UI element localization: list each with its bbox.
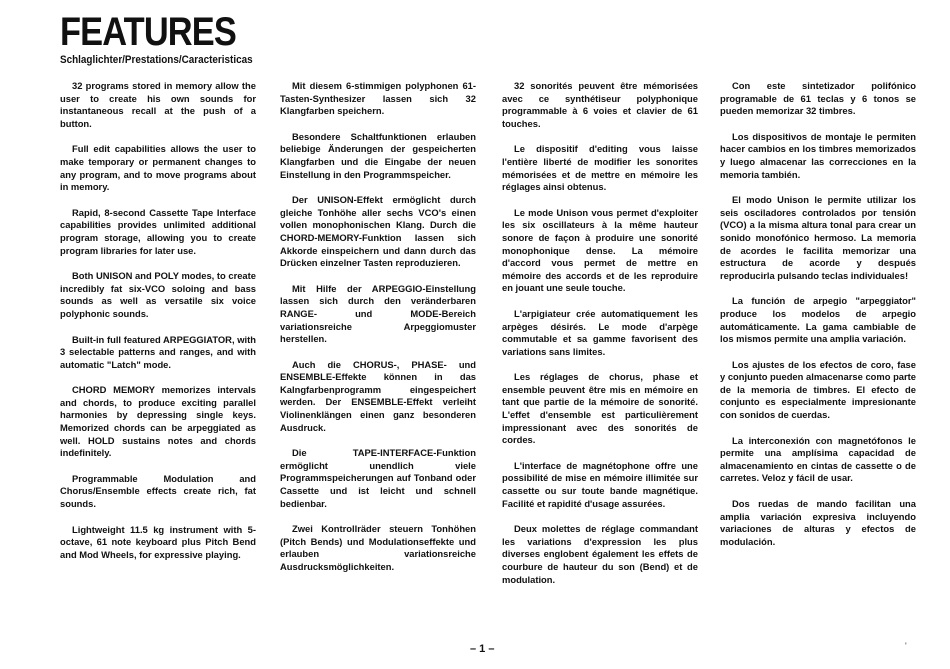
- paragraph: Rapid, 8-second Cassette Tape Interface capabilities provides unlimited additional program storage, allowing you to create program libraries for later use.: [60, 206, 256, 256]
- paragraph: CHORD MEMORY memorizes intervals and chords, to produce exciting parallel harmonies by depressing single keys. Memorized chords can be arpeggiated as well. HOLD sustains notes and chords indefinitely.: [60, 384, 256, 459]
- paragraph: Mit diesem 6-stimmigen polyphonen 61-Tasten-Synthesizer lassen sich 32 Klangfarben speichern.: [280, 80, 476, 117]
- paragraph: L'arpigiateur crée automatiquement les arpèges désirés. Le mode d'arpège commutable et sa gamme favorisent des variations sans limites.: [502, 307, 698, 357]
- paragraph: Los dispositivos de montaje le permiten hacer cambios en los timbres memorizados y luego almacenar las correcciones en la memoria también.: [720, 130, 916, 180]
- paragraph: El modo Unison le permite utilizar los seis osciladores controlados por tensión (VCO) a la misma altura tonal para crear un sonido monofónico hermoso. La memoria de acordes le facilita memorizar una estructura de acorde y después reproducirla pulsando teclas individuales!: [720, 194, 916, 281]
- column-english: [60, 80, 256, 574]
- corner-mark: ': [905, 641, 907, 651]
- paragraph: La función de arpegio "arpeggiator" produce los modelos de arpegio automáticamente. La gama cambiable de los mismos permite una amplia variación.: [720, 295, 916, 345]
- paragraph: 32 programs stored in memory allow the user to create his own sounds for instantaneous recall at the push of a button.: [60, 80, 256, 129]
- paragraph: Zwei Kontrollräder steuern Tonhöhen (Pitch Bends) und Modulationseffekte und erlauben variationsreiche Ausdrucksmöglichkeiten.: [280, 523, 476, 572]
- paragraph: Programmable Modulation and Chorus/Ensemble effects create rich, fat sounds.: [60, 472, 256, 510]
- page-number: – 1 –: [470, 643, 495, 655]
- paragraph: Les réglages de chorus, phase et ensemble peuvent être mis en mémoire en tant que partie de la mémoire de sonorité. L'effet d'ensemble est particulièrement impressionant avec des sonorités de cordes.: [502, 371, 698, 446]
- paragraph: Both UNISON and POLY modes, to create incredibly fat six-VCO soloing and bass sounds as well as versatile six voice polyphonic sounds.: [60, 270, 256, 319]
- paragraph: Mit Hilfe der ARPEGGIO-Einstellung lassen sich durch den veränderbaren RANGE- und MODE-Bereich variationsreiche Arpeggiomuster herstellen.: [280, 282, 476, 345]
- paragraph: Deux molettes de réglage commandant les variations d'expression les plus diverses englobent également les effets de courbure de hauteur du son (Bend) et de modulation.: [502, 523, 698, 585]
- paragraph: Der UNISON-Effekt ermöglicht durch gleiche Tonhöhe aller sechs VCO's einen vollen monophonischen Klang. Durch die CHORD-MEMORY-Funktion lassen sich Akkorde einspeichern und dann durch das Drücken einzelner Tasten reproduzieren.: [280, 194, 476, 269]
- paragraph: Con este sintetizador polifónico programable de 61 teclas y 6 tonos se pueden memorizar 32 timbres.: [720, 80, 916, 117]
- paragraph: La interconexión con magnetófonos le permite una amplísima capacidad de almacenamiento en cintas de cassette o de carretes. Veloz y fácil de usar.: [720, 434, 916, 484]
- paragraph: L'interface de magnétophone offre une possibilité de mise en mémoire illimitée sur cassette ou sur toute bande magnétique. Facilité et rapidité d'usage assurées.: [502, 459, 698, 509]
- paragraph: Le dispositif d'editing vous laisse l'entière liberté de modifier les sonorites mémorisées et de mettre en mémoire les réglages ainsi obtenus.: [502, 143, 698, 193]
- paragraph: Auch die CHORUS-, PHASE- und ENSEMBLE-Effekte können in das Kalngfarbenprogramm eingespeichert werden. Der ENSEMBLE-Effekt verleiht Violinenklängen einen ganz besonderen Ausdruck.: [280, 358, 476, 433]
- paragraph: Le mode Unison vous permet d'exploiter les six oscillateurs à la même hauteur sonore de façon à produire une sonorité monophonique dense. La mémoire d'accord vous permet de mettre en mémoire des accords et de les reproduire en jouant une seule touche.: [502, 206, 698, 294]
- paragraph: Los ajustes de los efectos de coro, fase y conjunto pueden almacenarse como parte de la memoria de timbres. El efecto de conjunto es especialmente impresionante con sonidos de cuerdas.: [720, 358, 916, 421]
- paragraph: Built-in full featured ARPEGGIATOR, with 3 selectable patterns and ranges, and with automatic "Latch" mode.: [60, 333, 256, 370]
- column-french: [502, 80, 698, 599]
- paragraph: 32 sonorités peuvent être mémorisées avec ce synthétiseur polyphonique programmable à 6 voies et clavier de 61 touches.: [502, 80, 698, 129]
- paragraph: Full edit capabilities allows the user to make temporary or permanent changes to any program, and to move programs about in memory.: [60, 143, 256, 193]
- paragraph: Besondere Schaltfunktionen erlauben beliebige Änderungen der gespeicherten Klangfarben und die Eingabe der neuen Einstellung in den Programmspeicher.: [280, 130, 476, 180]
- page-subtitle: Schlaglichter/Prestations/Caracteristicas: [60, 54, 253, 66]
- column-spanish: [720, 80, 916, 561]
- paragraph: Die TAPE-INTERFACE-Funktion ermöglicht unendlich viele Programmspeicherungen auf Tonband oder Cassette und ist leicht und schnell bedienbar.: [280, 447, 476, 509]
- column-german: [280, 80, 476, 587]
- page-title: FEATURES: [60, 10, 236, 54]
- paragraph: Dos ruedas de mando facilitan una amplia variación expresiva incluyendo variaciones de alturas y efectos de modulación.: [720, 498, 916, 547]
- paragraph: Lightweight 11.5 kg instrument with 5-octave, 61 note keyboard plus Pitch Bend and Mod Wheels, for expressive playing.: [60, 523, 256, 560]
